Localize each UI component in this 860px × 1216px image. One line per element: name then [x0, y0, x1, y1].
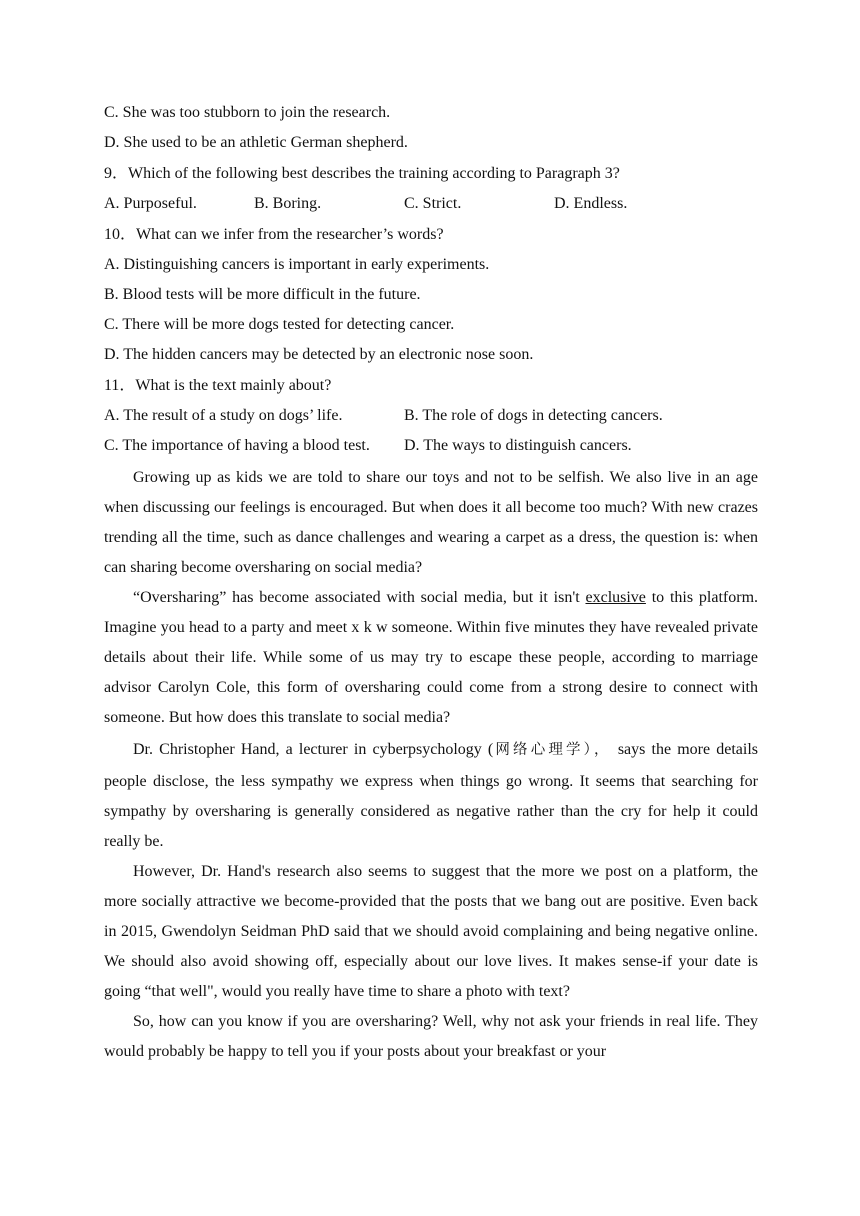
p3-text-before: Dr. Christopher Hand, a lecturer in cyberpsychology (	[133, 741, 494, 758]
q10-option-c: C. There will be more dogs tested for detecting cancer.	[104, 316, 455, 333]
underlined-word-exclusive: exclusive	[585, 589, 646, 606]
q8-option-d: D. She used to be an athletic German shepherd.	[104, 134, 408, 151]
q9-option-d: D. Endless.	[554, 195, 628, 212]
q10-option-d: D. The hidden cancers may be detected by an electronic nose soon.	[104, 346, 534, 363]
passage-paragraph-1: Growing up as kids we are told to share our toys and not to be selfish. We also live in an age when discussing our feelings is encouraged. But when does it all become too much? With new crazes trending all the time, such as dance challenges and wearing a carpet as a dress, the question is: when can sharing become oversharing on social media?	[104, 469, 758, 576]
q9-option-c: C. Strict.	[404, 195, 462, 212]
passage-paragraph-5: So, how can you know if you are oversharing? Well, why not ask your friends in real life. They would probably be happy to tell you if your posts about your breakfast or your	[104, 1013, 758, 1060]
passage-paragraph-2	[104, 583, 758, 733]
q10-stem: 10．What can we infer from the researcher’s words?	[104, 226, 444, 243]
q9-option-a: A. Purposeful.	[104, 195, 197, 212]
q8-option-c: C. She was too stubborn to join the research.	[104, 104, 391, 121]
q10-option-a: A. Distinguishing cancers is important in early experiments.	[104, 256, 490, 273]
exam-page	[104, 103, 758, 1067]
q9-stem: 9．Which of the following best describes the training according to Paragraph 3?	[104, 165, 620, 182]
q11-option-c: C. The importance of having a blood test.	[104, 437, 370, 454]
p2-text-before: “Oversharing” has become associated with social media, but it isn't	[133, 589, 586, 606]
q11-stem: 11．What is the text mainly about?	[104, 377, 332, 394]
q10-option-b: B. Blood tests will be more difficult in the future.	[104, 286, 421, 303]
p3-text-after: says the more details people disclose, the less sympathy we express when things go wrong. It seems that searching for sympathy by oversharing is generally considered as negative rather than the cry for help it could really be.	[104, 741, 759, 850]
q11-options-row2	[104, 436, 758, 466]
q9-options	[104, 194, 758, 224]
q9-option-b: B. Boring.	[254, 195, 322, 212]
reading-passage	[104, 463, 758, 1067]
q11-option-d: D. The ways to distinguish cancers.	[404, 437, 632, 454]
passage-paragraph-3	[104, 733, 758, 857]
passage-paragraph-4: However, Dr. Hand's research also seems to suggest that the more we post on a platform, the more socially attractive we become-provided that the posts that we bang out are positive. Even back in 2015, Gwendolyn Seidman PhD said that we should avoid complaining and being negative online. We should also avoid showing off, especially about our love lives. It makes sense-if your date is going “that well", would you really have time to share a photo with text?	[104, 863, 758, 1000]
q11-option-a: A. The result of a study on dogs’ life.	[104, 407, 343, 424]
chinese-gloss: 网络心理学），	[493, 742, 612, 758]
p2-text-after: to this platform. Imagine you head to a party and meet x k w someone. Within five minutes they have revealed private details about their life. While some of us may try to escape these people, according to marriage advisor Carolyn Cole, this form of oversharing could come from a strong desire to connect with someone. But how does this translate to social media?	[104, 589, 759, 726]
q11-option-b: B. The role of dogs in detecting cancers.	[404, 407, 663, 424]
q11-options-row1	[104, 406, 758, 436]
